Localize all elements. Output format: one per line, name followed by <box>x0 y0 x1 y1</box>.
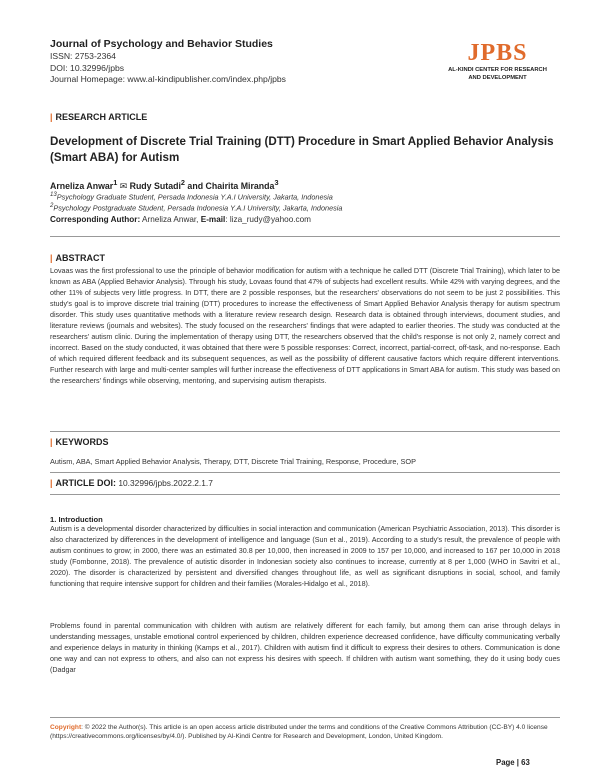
email-icon: ✉ <box>119 180 128 191</box>
jpbs-logo <box>440 40 555 82</box>
section-bar-icon: | <box>50 253 53 263</box>
copyright-notice <box>50 723 560 741</box>
author-3-sup: 3 <box>274 178 279 187</box>
logo-sub-2: AND DEVELOPMENT <box>468 75 527 81</box>
section-bar-icon: | <box>50 478 53 488</box>
affiliation-2-text: Psychology Postgraduate Student, Persada Indonesia Y.A.I University, Jakarta, Indonesia <box>53 203 343 213</box>
journal-title: Journal of Psychology and Behavior Studies <box>50 38 273 50</box>
journal-issn: ISSN: 2753-2364 <box>50 51 116 61</box>
article-doi <box>50 477 213 489</box>
abstract-heading-text: ABSTRACT <box>55 253 106 263</box>
email-label: E-mail <box>200 215 226 224</box>
page-number: Page | 63 <box>496 758 530 767</box>
section-bar-icon: | <box>50 112 53 122</box>
affiliation-2-sup: 2 <box>50 202 54 209</box>
divider <box>50 472 560 473</box>
article-type <box>50 111 147 123</box>
corresponding-author <box>50 214 311 225</box>
abstract-heading <box>50 252 105 264</box>
logo-text: JPBS <box>467 40 528 66</box>
journal-header <box>50 38 410 86</box>
article-doi-value: 10.32996/jpbs.2022.2.1.7 <box>116 478 213 488</box>
intro-paragraph-1: Autism is a developmental disorder characterized by difficulties in social interaction and communication (American Psychiatric Association, 2013). This disorder is also characterized by differences in the development of intelligence and language (Sun et al., 2019). According to a study's result, the prevalence of people with autism continues to grow; in 2000, there was an estimated 30.8 per 10,000, then increased in 2009 to 157 per 10,000, and increased to 167 per 10,000 in 2018 study (Fombonne, 2018). The prevalence of autistic disorder in Indonesian society also continues to increase, currently at 8 per 1,000 (WHO in Savitri et al., 2020). The disorder is characterized by persistent and diversified changes throughout life, as well as significant disruptions in social, school, and family functioning that require intensive support for children and their families (Morales-Hidalgo et al., 2018). <box>50 525 560 589</box>
article-doi-label: ARTICLE DOI: <box>55 478 117 488</box>
article-type-text: RESEARCH ARTICLE <box>55 112 148 122</box>
copyright-text: : © 2022 the Author(s). This article is an open access article distributed under the terms and conditions of the Creative Commons Attribution (CC-BY) 4.0 license (https://creativecommons.org/licenses/by/4.0/). Published by Al-Kindi Centre for Research and Development, London, United Kingdom. <box>50 724 548 740</box>
author-2: Rudy Sutadi <box>127 180 181 191</box>
divider <box>50 717 560 718</box>
logo-sub-1: AL-KINDI CENTER FOR RESEARCH <box>448 67 547 73</box>
corresponding-label: Corresponding Author: <box>50 215 141 224</box>
journal-doi: DOI: 10.32996/jpbs <box>50 62 125 73</box>
email-address: : liza_rudy@yahoo.com <box>225 215 311 224</box>
affiliation-1-text: Psychology Graduate Student, Persada Indonesia Y.A.I University, Jakarta, Indonesia <box>56 192 333 202</box>
intro-paragraph-2: Problems found in parental communication with children with autism are relatively different for each family, but among them can arise through delays in understanding messages, unstable emotional control experienced by children, children experience decreased confidence, have difficulty communicating verbally and experience delays in maturity in thinking (Kamps et al., 2017). Children with autism find it difficult to express their desires to others. Communication is done one way and can not express to others, and also can not express his desires with speech. If children with autism want something, they do it using body cues (Dadgar <box>50 622 560 675</box>
section-bar-icon: | <box>50 437 53 447</box>
author-1: Arneliza Anwar <box>50 180 114 191</box>
divider <box>50 431 560 432</box>
keywords-heading-text: KEYWORDS <box>55 437 109 447</box>
and-text: and <box>184 180 206 191</box>
abstract-text: Lovaas was the first professional to use the principle of behavior modification for autism with a technique he called DTT (Discrete Trial Training), which later to be known as ABA (Applied Behavior Analysis). Through his study, Lovaas found that 47% of subjects had excellent results. While 42% with varying degrees, and the other 11% of subjects very little progress. In DTT, there are 2 possible responses, but the researchers' observations do not seem to be just 2 possibilities. This study's goal is to improve discrete trial training (DTT) procedures to increase the effectiveness of Smart Applied Behavior Analysis therapy for autism spectrum disorder. This study uses quantitative methods with a literature review research design. Research data is obtained through interviews, document studies, and literature reviews (journals and websites). The study focused on the researchers' findings that were adapted to earlier theories. The study was conducted at the researchers' autism clinic. During the implementation of therapy using DTT, the researchers observed that the child's response is not only 2, namely correct and incorrect. Based on the study conducted, it was obtained that there were 5 possible responses: Correct, incorrect, partial-correct, off-task, and no-response. Each of which required different feedback and its subsequent sequences, as well as the possibility of different causative factors which require different interventions. Further research with large and multi-center samples will further increase the effectiveness of DTT applications in Smart ABA for autism. This study was based on the researchers' findings while observing, mentoring, and supervising autism therapists. <box>50 267 560 386</box>
journal-homepage: Journal Homepage: www.al-kindipublisher.com/index.php/jpbs <box>50 74 286 84</box>
divider <box>50 494 560 495</box>
intro-heading: 1. Introduction <box>50 515 103 524</box>
author-2-sup: 2 <box>180 178 185 187</box>
affiliation-2 <box>50 201 342 213</box>
author-1-sup: 1 <box>113 178 118 187</box>
affiliation-1-sup: 13 <box>50 191 57 198</box>
author-3: Chairita Miranda <box>205 180 275 191</box>
keywords-heading <box>50 436 109 448</box>
corresponding-name: Arneliza Anwar, <box>140 215 201 224</box>
keywords-text: Autism, ABA, Smart Applied Behavior Analysis, Therapy, DTT, Discrete Trial Training, Response, Procedure, SOP <box>50 457 416 466</box>
copyright-label: Copyright <box>50 724 82 731</box>
paper-title: Development of Discrete Trial Training (DTT) Procedure in Smart Applied Behavior Analysis (Smart ABA) for Autism <box>50 135 554 164</box>
divider <box>50 236 560 237</box>
